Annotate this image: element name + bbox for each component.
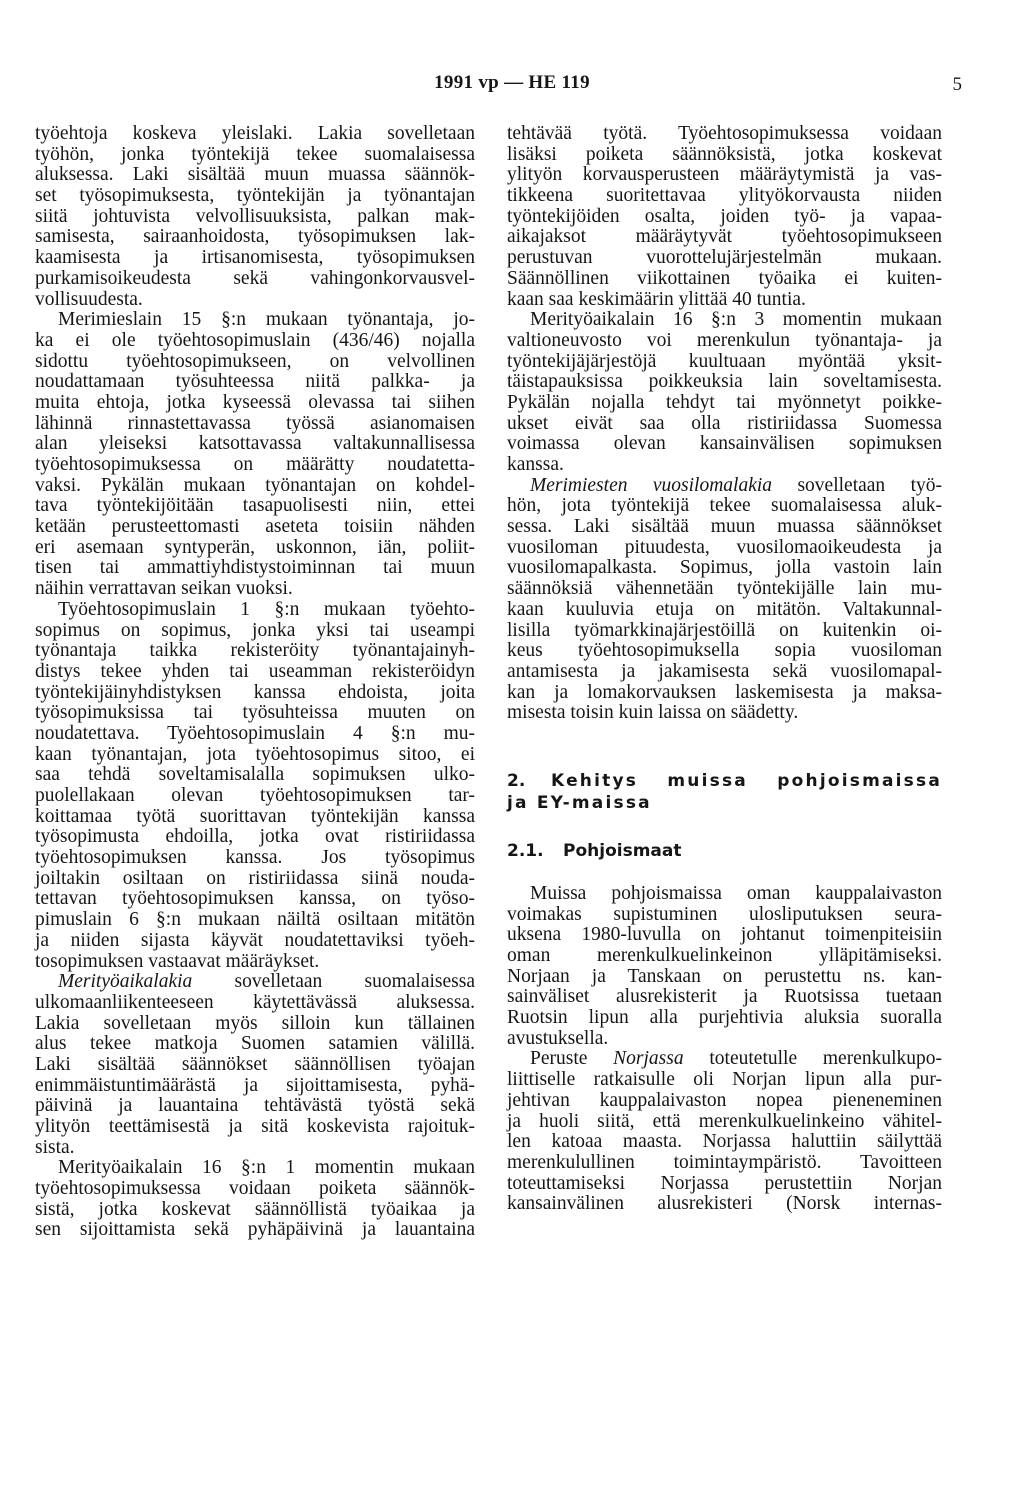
text-line: työehtoja koskeva yleislaki. Lakia sovelletaan [35, 123, 475, 144]
text-line: uksena 1980-luvulla on johtanut toimenpiteisiin [507, 924, 942, 946]
text-line: valtioneuvosto voi merenkulun työnantaja- ja [507, 329, 942, 351]
text-line: kanssa. [507, 454, 564, 475]
text-line: lähinnä rinnastettavassa työssä asianomaisen [35, 412, 475, 434]
text-line: lisäksi poiketa säännöksistä, jotka koskevat [507, 143, 942, 165]
text-line: noudattamaan työsuhteessa niitä palkka- ja [35, 371, 475, 393]
section-spacer [507, 724, 942, 770]
text-line: tikkeena suoritettavaa ylityökorvausta niiden [507, 185, 942, 207]
text-line: voimakas supistuminen ulosliputuksen seura- [507, 903, 942, 925]
text-line: työntekijäinyhdistyksen kanssa ehdoista, joita [35, 681, 475, 703]
text-line: tehtävää työtä. Työehtosopimuksessa voidaan [507, 123, 942, 144]
text-line: Laki sisältää säännökset säännöllisen työajan [35, 1053, 475, 1075]
text-line: kan ja lomakorvauksen laskemisesta ja maksa- [507, 681, 942, 703]
text-line: keus työehtosopimuksella sopia vuosiloman [507, 640, 942, 662]
text-line: säännöksiä vähennetään työntekijälle lain mu- [507, 578, 942, 600]
text-line: jehtivan kauppalaivaston nopea pieneneminen [507, 1089, 942, 1111]
italic-term: Norjassa [613, 1048, 684, 1070]
text-line: täistapauksissa poikkeuksia lain soveltamisesta. [507, 371, 942, 393]
text-line: koittamaa työtä suorittavan työntekijän kanssa [35, 805, 475, 827]
paragraph-spacer [507, 862, 942, 884]
text-line: tisen tai ammattiyhdistystoiminnan tai muun [35, 557, 475, 579]
text-line: ulkomaanliikenteeseen käytettävässä aluksessa. [35, 991, 475, 1013]
section-heading-line-2 [507, 792, 942, 814]
text-run: toteutetulle merenkulkupo- [683, 1048, 943, 1070]
text-line [507, 476, 942, 497]
text-line: vuosilomapalkasta. Sopimus, jolla vastoin lain [507, 557, 942, 579]
subsection-number: 2.1. [507, 840, 544, 861]
text-line: kaamisesta ja irtisanomisesta, työsopimuksen [35, 247, 475, 269]
page-header [0, 72, 1024, 102]
text-line: hön, jota työntekijä tekee suomalaisessa aluk- [507, 495, 942, 517]
text-line: ukset eivät saa olla ristiriidassa Suomessa [507, 412, 942, 434]
text-line: vaksi. Pykälän mukaan työnantajan on kohdel- [35, 474, 475, 496]
text-line: Merityöaikalain 16 §:n 1 momentin mukaan [58, 1157, 475, 1179]
text-line: Ruotsin lipun alla purjehtivia aluksia suoralla [507, 1007, 942, 1029]
text-line: samisesta, sairaanhoidosta, työsopimuksen lak- [35, 226, 475, 248]
right-column-text-top [507, 124, 942, 724]
section-title-line-1: Kehitys muissa pohjoismaissa [551, 770, 942, 791]
text-line: distys tekee yhden tai useamman rekisteröidyn [35, 660, 475, 682]
text-line: näihin verrattavan seikan vuoksi. [35, 578, 293, 600]
text-line: työehtosopimuksessa voidaan poiketa säännök- [35, 1178, 475, 1200]
text-line: kaan työnantajan, jota työehtosopimus sitoo, ei [35, 743, 475, 765]
text-line: liittiselle ratkaisulle oli Norjan lipun alla pur- [507, 1069, 942, 1091]
text-line: enimmäistuntimäärästä ja sijoittamisesta, pyhä- [35, 1074, 475, 1096]
text-line: työnantaja taikka rekisteröity työnantajainyh- [35, 640, 475, 662]
section-heading-line-1 [507, 770, 942, 792]
text-line: toteuttamiseksi Norjassa perustettiin Norjan [507, 1172, 942, 1194]
text-line: vuosiloman pituudesta, vuosilomaoikeudesta ja [507, 536, 942, 558]
text-line: saa tehdä soveltamisalalla sopimuksen ulko- [35, 764, 475, 786]
text-line: Työehtosopimuslain 1 §:n mukaan työehto- [58, 598, 475, 620]
text-line: Norjaan ja Tanskaan on perustettu ns. kan- [507, 965, 942, 987]
text-line: sistä, jotka koskevat säännöllistä työaikaa ja [35, 1198, 475, 1220]
text-line: misesta toisin kuin laissa on säädetty. [507, 702, 799, 724]
italic-term: Merityöaikalakia [58, 971, 193, 993]
text-line: perustuvan vuorottelujärjestelmän mukaan. [507, 247, 942, 269]
text-line: merenkulullinen toimintaympäristö. Tavoitteen [507, 1151, 942, 1173]
left-column-text [35, 124, 475, 1241]
text-line: joiltakin osiltaan on ristiriidassa siinä nouda- [35, 867, 475, 889]
text-line: lisilla työmarkkinajärjestöillä on kuitenkin oi- [507, 619, 942, 641]
text-line: Muissa pohjoismaissa oman kauppalaivaston [530, 882, 942, 904]
text-line: ja niiden sijasta käyvät noudatettaviksi työeh- [35, 929, 475, 951]
text-line [35, 972, 475, 993]
text-line: ylityön teettämisestä ja sitä koskevista rajoituk- [35, 1116, 475, 1137]
subsection-spacer [507, 814, 942, 840]
text-line: alan yleiseksi katsottavassa valtakunnallisessa [35, 433, 475, 455]
text-line: ka ei ole työehtosopimuslain (436/46) nojalla [35, 329, 475, 351]
text-line: len katoaa maasta. Norjassa haluttiin säilyttää [507, 1131, 942, 1153]
text-line: vollisuudesta. [35, 288, 143, 310]
text-line: Säännöllinen viikottainen työaika ei kuiten- [507, 267, 942, 289]
text-line: työhön, jonka työntekijä tekee suomalaisessa [35, 143, 475, 165]
text-line: avustuksella. [507, 1027, 609, 1049]
text-line: Pykälän nojalla tehdyt tai myönnetyt poikke- [507, 391, 942, 413]
text-line: noudatettava. Työehtosopimuslain 4 §:n mu- [35, 722, 475, 744]
subsection-title: Pohjoismaat [563, 840, 682, 861]
text-line: sopimus on sopimus, jonka yksi tai useampi [35, 619, 475, 641]
text-line [507, 1049, 942, 1070]
text-line: voimassa olevan kansainvälisen sopimuksen [507, 433, 942, 455]
subsection-heading [507, 840, 942, 862]
text-line: kaan saa keskimäärin ylittää 40 tuntia. [507, 288, 806, 310]
text-line: purkamisoikeudesta sekä vahingonkorvausvel- [35, 267, 475, 289]
text-line: oman merenkulkuelinkeinon ylläpitämiseksi. [507, 945, 942, 966]
text-line: kaan kuuluvia etuja on mitätön. Valtakunnal- [507, 598, 942, 620]
section-number: 2. [507, 770, 526, 791]
text-line: sainväliset alusrekisterit ja Ruotsissa tuetaan [507, 986, 942, 1008]
running-head: 1991 vp — HE 119 [434, 72, 590, 93]
text-line: sessa. Laki sisältää muun muassa säännökset [507, 516, 942, 538]
text-line: sista. [35, 1136, 75, 1158]
text-run: sovelletaan suomalaisessa [192, 971, 475, 993]
text-line: työntekijäjärjestöjä kuultuaan myöntää yksit- [507, 350, 942, 372]
text-line: antamisesta ja jakamisesta sekä vuosilomapal- [507, 660, 942, 682]
text-line: alus tekee matkoja Suomen satamien välillä. [35, 1033, 475, 1055]
text-line: ja huoli siitä, että merenkulkuelinkeino vähitel- [507, 1110, 942, 1132]
text-line: ketään perusteettomasti aseteta toisiin nähden [35, 516, 475, 538]
text-line: eri asemaan syntyperän, uskonnon, iän, poliit- [35, 536, 475, 558]
text-line: Merimieslain 15 §:n mukaan työnantaja, jo- [58, 309, 475, 331]
text-line: tava työntekijöitään tasapuolisesti niin, ettei [35, 495, 475, 517]
text-run: sovelletaan työ- [772, 474, 943, 496]
text-line: päivinä ja lauantaina tehtävästä työstä sekä [35, 1095, 475, 1117]
text-line: puolellakaan olevan työehtosopimuksen tar- [35, 785, 475, 806]
section-heading [507, 770, 942, 814]
right-column-text-bottom [507, 884, 942, 1215]
text-line: aluksessa. Laki sisältää muun muassa säännök- [35, 164, 475, 186]
text-line: pimuslain 6 §:n mukaan näiltä osiltaan mitätön [35, 909, 475, 931]
text-line: siitä johtuvista velvollisuuksista, palkan mak- [35, 205, 475, 227]
text-line: työsopimusta ehdoilla, jotka ovat ristiriidassa [35, 826, 475, 848]
text-line: ylityön korvausperusteen määräytymistä ja vas- [507, 164, 942, 186]
text-line: sidottu työehtosopimukseen, on velvollinen [35, 350, 475, 372]
text-line: sen sijoittamista sekä pyhäpäivinä ja lauantaina [35, 1219, 475, 1241]
text-line: Merityöaikalain 16 §:n 3 momentin mukaan [530, 309, 942, 331]
text-line: työntekijöiden osalta, joiden työ- ja vapaa- [507, 205, 942, 227]
text-line: tettavan työehtosopimuksen kanssa, on työso- [35, 888, 475, 910]
page-number: 5 [952, 74, 962, 95]
text-line: tosopimuksen vastaavat määräykset. [35, 950, 320, 972]
text-line: muita ehtoja, jotka kyseessä olevassa tai siihen [35, 391, 475, 413]
left-column [35, 124, 475, 1241]
italic-term: Merimiesten vuosilomalakia [530, 474, 773, 496]
text-line: työehtosopimuksen kanssa. Jos työsopimus [35, 847, 475, 869]
text-line: työehtosopimuksessa on määrätty noudatetta- [35, 454, 475, 475]
text-run: Peruste [530, 1048, 614, 1070]
text-line: set työsopimuksesta, työntekijän ja työnantajan [35, 185, 475, 207]
right-column [507, 124, 942, 1215]
text-line: aikajaksot määräytyvät työehtosopimukseen [507, 226, 942, 248]
text-line: kansainvälinen alusrekisteri (Norsk internas- [507, 1193, 942, 1215]
text-line: Lakia sovelletaan myös silloin kun tällainen [35, 1012, 475, 1034]
section-title-line-2: ja EY-maissa [507, 792, 652, 813]
text-line: työsopimuksissa tai työsuhteissa muuten on [35, 702, 475, 724]
